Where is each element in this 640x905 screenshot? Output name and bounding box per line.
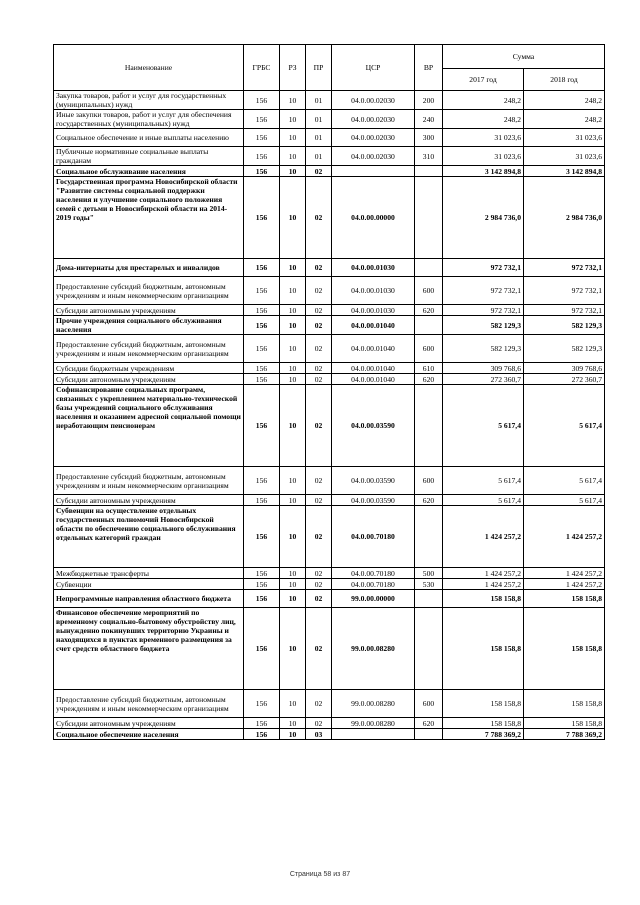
cell-grbs: 156 (244, 316, 280, 335)
cell-vr (415, 177, 443, 259)
cell-y2018: 3 142 894,8 (524, 166, 605, 177)
cell-rz: 10 (280, 259, 306, 277)
cell-vr (415, 385, 443, 467)
table-row (54, 690, 605, 718)
cell-y2017: 31 023,6 (443, 129, 524, 147)
cell-name: Субсидии автономным учреждениям (54, 495, 244, 506)
cell-y2018: 158 158,8 (524, 718, 605, 729)
cell-pr: 02 (306, 568, 332, 579)
table-row (54, 385, 605, 467)
cell-y2017: 2 984 736,0 (443, 177, 524, 259)
cell-rz: 10 (280, 277, 306, 305)
cell-name: Субсидии автономным учреждениям (54, 305, 244, 316)
cell-csr: 04.0.00.03590 (332, 495, 415, 506)
cell-name: Непрограммные направления областного бюджета (54, 590, 244, 608)
cell-name: Предоставление субсидий бюджетным, автономным учреждениям и иным некоммерческим организациям (54, 277, 244, 305)
table-row (54, 506, 605, 568)
cell-grbs: 156 (244, 259, 280, 277)
cell-grbs: 156 (244, 177, 280, 259)
cell-vr (415, 729, 443, 740)
cell-y2017: 31 023,6 (443, 147, 524, 166)
table-row (54, 495, 605, 506)
cell-y2018: 1 424 257,2 (524, 568, 605, 579)
cell-y2017: 582 129,3 (443, 316, 524, 335)
cell-vr (415, 166, 443, 177)
cell-name: Предоставление субсидий бюджетным, автономным учреждениям и иным некоммерческим организациям (54, 690, 244, 718)
cell-pr: 02 (306, 590, 332, 608)
cell-csr: 99.0.00.08280 (332, 690, 415, 718)
cell-name: Субвенции на осуществление отдельных государственных полномочий Новосибирской области по обеспечению социального обслуживания отдельных категорий граждан (54, 506, 244, 568)
cell-vr: 310 (415, 147, 443, 166)
cell-vr: 600 (415, 690, 443, 718)
cell-name: Предоставление субсидий бюджетным, автономным учреждениям и иным некоммерческим организациям (54, 335, 244, 363)
cell-csr: 04.0.00.02030 (332, 91, 415, 110)
cell-y2017: 5 617,4 (443, 385, 524, 467)
cell-csr: 04.0.00.01040 (332, 335, 415, 363)
cell-grbs: 156 (244, 305, 280, 316)
cell-rz: 10 (280, 690, 306, 718)
table-row (54, 363, 605, 374)
cell-grbs: 156 (244, 718, 280, 729)
cell-pr: 02 (306, 579, 332, 590)
cell-grbs: 156 (244, 579, 280, 590)
cell-rz: 10 (280, 316, 306, 335)
cell-y2017: 7 788 369,2 (443, 729, 524, 740)
cell-pr: 02 (306, 385, 332, 467)
table-row (54, 110, 605, 129)
table-row (54, 177, 605, 259)
cell-name: Государственная программа Новосибирской области "Развитие системы социальной поддержки населения и улучшение социального положения семей с детьми в Новосибирской области на 2014-2019 годы" (54, 177, 244, 259)
table-row (54, 166, 605, 177)
cell-pr: 01 (306, 129, 332, 147)
cell-name: Социальное обслуживание населения (54, 166, 244, 177)
cell-csr: 04.0.00.03590 (332, 467, 415, 495)
cell-vr: 620 (415, 374, 443, 385)
table-row (54, 579, 605, 590)
cell-y2018: 5 617,4 (524, 467, 605, 495)
cell-y2018: 31 023,6 (524, 129, 605, 147)
cell-grbs: 156 (244, 91, 280, 110)
cell-csr: 99.0.00.08280 (332, 608, 415, 690)
cell-y2018: 272 360,7 (524, 374, 605, 385)
header-csr: ЦСР (332, 45, 415, 91)
cell-csr: 04.0.00.01040 (332, 363, 415, 374)
cell-rz: 10 (280, 467, 306, 495)
cell-y2018: 972 732,1 (524, 277, 605, 305)
cell-grbs: 156 (244, 374, 280, 385)
cell-csr: 04.0.00.01030 (332, 259, 415, 277)
cell-vr (415, 608, 443, 690)
cell-pr: 02 (306, 495, 332, 506)
header-sum: Сумма (443, 45, 605, 69)
cell-y2018: 31 023,6 (524, 147, 605, 166)
cell-grbs: 156 (244, 608, 280, 690)
cell-rz: 10 (280, 506, 306, 568)
cell-rz: 10 (280, 385, 306, 467)
cell-name: Межбюджетные трансферты (54, 568, 244, 579)
cell-csr: 04.0.00.70180 (332, 506, 415, 568)
cell-rz: 10 (280, 579, 306, 590)
cell-y2018: 582 129,3 (524, 335, 605, 363)
cell-rz: 10 (280, 718, 306, 729)
table-row (54, 147, 605, 166)
budget-table (53, 44, 605, 740)
cell-y2017: 158 158,8 (443, 718, 524, 729)
header-year-2017: 2017 год (443, 69, 524, 91)
cell-rz: 10 (280, 147, 306, 166)
cell-y2017: 309 768,6 (443, 363, 524, 374)
page-number: Страница 58 из 87 (289, 871, 351, 878)
cell-y2017: 272 360,7 (443, 374, 524, 385)
cell-y2018: 158 158,8 (524, 608, 605, 690)
table-row (54, 335, 605, 363)
table-row (54, 277, 605, 305)
cell-pr: 02 (306, 374, 332, 385)
cell-pr: 02 (306, 259, 332, 277)
cell-pr: 02 (306, 166, 332, 177)
cell-pr: 02 (306, 177, 332, 259)
cell-pr: 02 (306, 277, 332, 305)
cell-y2017: 1 424 257,2 (443, 579, 524, 590)
cell-y2017: 972 732,1 (443, 259, 524, 277)
cell-name: Субвенции (54, 579, 244, 590)
cell-y2018: 248,2 (524, 110, 605, 129)
cell-y2017: 1 424 257,2 (443, 506, 524, 568)
cell-y2017: 158 158,8 (443, 608, 524, 690)
cell-y2018: 972 732,1 (524, 259, 605, 277)
cell-y2018: 309 768,6 (524, 363, 605, 374)
cell-csr: 04.0.00.00000 (332, 177, 415, 259)
cell-vr: 300 (415, 129, 443, 147)
cell-y2018: 7 788 369,2 (524, 729, 605, 740)
cell-y2018: 2 984 736,0 (524, 177, 605, 259)
cell-y2017: 3 142 894,8 (443, 166, 524, 177)
cell-name: Иные закупки товаров, работ и услуг для обеспечения государственных (муниципальных) нужд (54, 110, 244, 129)
cell-pr: 01 (306, 91, 332, 110)
cell-grbs: 156 (244, 495, 280, 506)
cell-csr: 04.0.00.03590 (332, 385, 415, 467)
cell-y2018: 248,2 (524, 91, 605, 110)
cell-csr: 99.0.00.00000 (332, 590, 415, 608)
cell-pr: 02 (306, 363, 332, 374)
header-grbs: ГРБС (244, 45, 280, 91)
cell-vr: 240 (415, 110, 443, 129)
cell-y2017: 158 158,8 (443, 590, 524, 608)
cell-y2018: 1 424 257,2 (524, 579, 605, 590)
cell-rz: 10 (280, 305, 306, 316)
table-body (54, 91, 605, 740)
cell-pr: 02 (306, 316, 332, 335)
cell-vr (415, 590, 443, 608)
cell-rz: 10 (280, 590, 306, 608)
table-row (54, 590, 605, 608)
cell-pr: 03 (306, 729, 332, 740)
cell-csr: 04.0.00.01030 (332, 305, 415, 316)
table-row (54, 129, 605, 147)
cell-pr: 02 (306, 305, 332, 316)
cell-grbs: 156 (244, 467, 280, 495)
cell-y2017: 972 732,1 (443, 305, 524, 316)
cell-name: Софинансирование социальных программ, связанных с укреплением материально-технической базы учреждений социального обслуживания населения и оказанием адресной социальной помощи неработающим пенсионерам (54, 385, 244, 467)
cell-name: Публичные нормативные социальные выплаты гражданам (54, 147, 244, 166)
cell-y2017: 248,2 (443, 110, 524, 129)
cell-pr: 01 (306, 147, 332, 166)
header-name: Наименование (54, 45, 244, 91)
cell-y2017: 5 617,4 (443, 467, 524, 495)
cell-csr: 04.0.00.70180 (332, 579, 415, 590)
cell-csr: 04.0.00.02030 (332, 129, 415, 147)
cell-vr (415, 506, 443, 568)
cell-csr: 04.0.00.02030 (332, 110, 415, 129)
cell-grbs: 156 (244, 590, 280, 608)
table-row (54, 305, 605, 316)
table-row (54, 718, 605, 729)
cell-csr: 04.0.00.01040 (332, 316, 415, 335)
cell-pr: 01 (306, 110, 332, 129)
cell-grbs: 156 (244, 385, 280, 467)
cell-name: Закупка товаров, работ и услуг для государственных (муниципальных) нужд (54, 91, 244, 110)
cell-vr: 620 (415, 305, 443, 316)
cell-grbs: 156 (244, 568, 280, 579)
table-row (54, 259, 605, 277)
cell-rz: 10 (280, 729, 306, 740)
cell-rz: 10 (280, 568, 306, 579)
cell-y2017: 5 617,4 (443, 495, 524, 506)
cell-rz: 10 (280, 91, 306, 110)
cell-name: Социальное обеспечение населения (54, 729, 244, 740)
cell-name: Социальное обеспечение и иные выплаты населению (54, 129, 244, 147)
cell-rz: 10 (280, 166, 306, 177)
cell-y2018: 158 158,8 (524, 590, 605, 608)
cell-pr: 02 (306, 718, 332, 729)
cell-grbs: 156 (244, 110, 280, 129)
cell-y2018: 5 617,4 (524, 385, 605, 467)
cell-rz: 10 (280, 363, 306, 374)
cell-grbs: 156 (244, 363, 280, 374)
cell-csr: 99.0.00.08280 (332, 718, 415, 729)
cell-pr: 02 (306, 506, 332, 568)
cell-pr: 02 (306, 690, 332, 718)
header-vr: ВР (415, 45, 443, 91)
cell-name: Финансовое обеспечение мероприятий по временному социально-бытовому обустройству лиц, вынужденно покинувших территорию Украины и находящихся в пунктах временного размещения за счет средств областного бюджета (54, 608, 244, 690)
cell-y2018: 972 732,1 (524, 305, 605, 316)
cell-name: Предоставление субсидий бюджетным, автономным учреждениям и иным некоммерческим организациям (54, 467, 244, 495)
cell-vr: 600 (415, 335, 443, 363)
cell-name: Субсидии автономным учреждениям (54, 718, 244, 729)
cell-vr: 500 (415, 568, 443, 579)
cell-grbs: 156 (244, 147, 280, 166)
cell-y2017: 582 129,3 (443, 335, 524, 363)
table-row (54, 374, 605, 385)
header-rz: РЗ (280, 45, 306, 91)
cell-vr: 200 (415, 91, 443, 110)
cell-rz: 10 (280, 110, 306, 129)
header-pr: ПР (306, 45, 332, 91)
header-year-2018: 2018 год (524, 69, 605, 91)
cell-grbs: 156 (244, 277, 280, 305)
cell-grbs: 156 (244, 129, 280, 147)
cell-grbs: 156 (244, 166, 280, 177)
cell-grbs: 156 (244, 335, 280, 363)
cell-csr (332, 729, 415, 740)
cell-y2018: 582 129,3 (524, 316, 605, 335)
table-row (54, 91, 605, 110)
cell-rz: 10 (280, 177, 306, 259)
cell-grbs: 156 (244, 729, 280, 740)
table-row (54, 467, 605, 495)
cell-y2018: 5 617,4 (524, 495, 605, 506)
cell-pr: 02 (306, 608, 332, 690)
cell-grbs: 156 (244, 506, 280, 568)
cell-vr (415, 316, 443, 335)
cell-pr: 02 (306, 467, 332, 495)
cell-csr: 04.0.00.70180 (332, 568, 415, 579)
cell-name: Субсидии бюджетным учреждениям (54, 363, 244, 374)
cell-y2017: 972 732,1 (443, 277, 524, 305)
cell-rz: 10 (280, 129, 306, 147)
table-row (54, 729, 605, 740)
cell-y2017: 1 424 257,2 (443, 568, 524, 579)
cell-vr: 610 (415, 363, 443, 374)
cell-y2017: 248,2 (443, 91, 524, 110)
cell-name: Дома-интернаты для престарелых и инвалидов (54, 259, 244, 277)
cell-rz: 10 (280, 335, 306, 363)
cell-rz: 10 (280, 495, 306, 506)
cell-csr: 04.0.00.02030 (332, 147, 415, 166)
cell-vr: 620 (415, 718, 443, 729)
table-row (54, 608, 605, 690)
cell-vr: 530 (415, 579, 443, 590)
cell-csr (332, 166, 415, 177)
cell-pr: 02 (306, 335, 332, 363)
cell-csr: 04.0.00.01040 (332, 374, 415, 385)
cell-vr: 600 (415, 467, 443, 495)
cell-vr: 600 (415, 277, 443, 305)
cell-vr (415, 259, 443, 277)
cell-grbs: 156 (244, 690, 280, 718)
cell-y2018: 158 158,8 (524, 690, 605, 718)
cell-vr: 620 (415, 495, 443, 506)
table-row (54, 316, 605, 335)
cell-y2017: 158 158,8 (443, 690, 524, 718)
cell-y2018: 1 424 257,2 (524, 506, 605, 568)
cell-rz: 10 (280, 374, 306, 385)
cell-rz: 10 (280, 608, 306, 690)
table-row (54, 568, 605, 579)
cell-name: Субсидии автономным учреждениям (54, 374, 244, 385)
cell-name: Прочие учреждения социального обслуживания населения (54, 316, 244, 335)
cell-csr: 04.0.00.01030 (332, 277, 415, 305)
